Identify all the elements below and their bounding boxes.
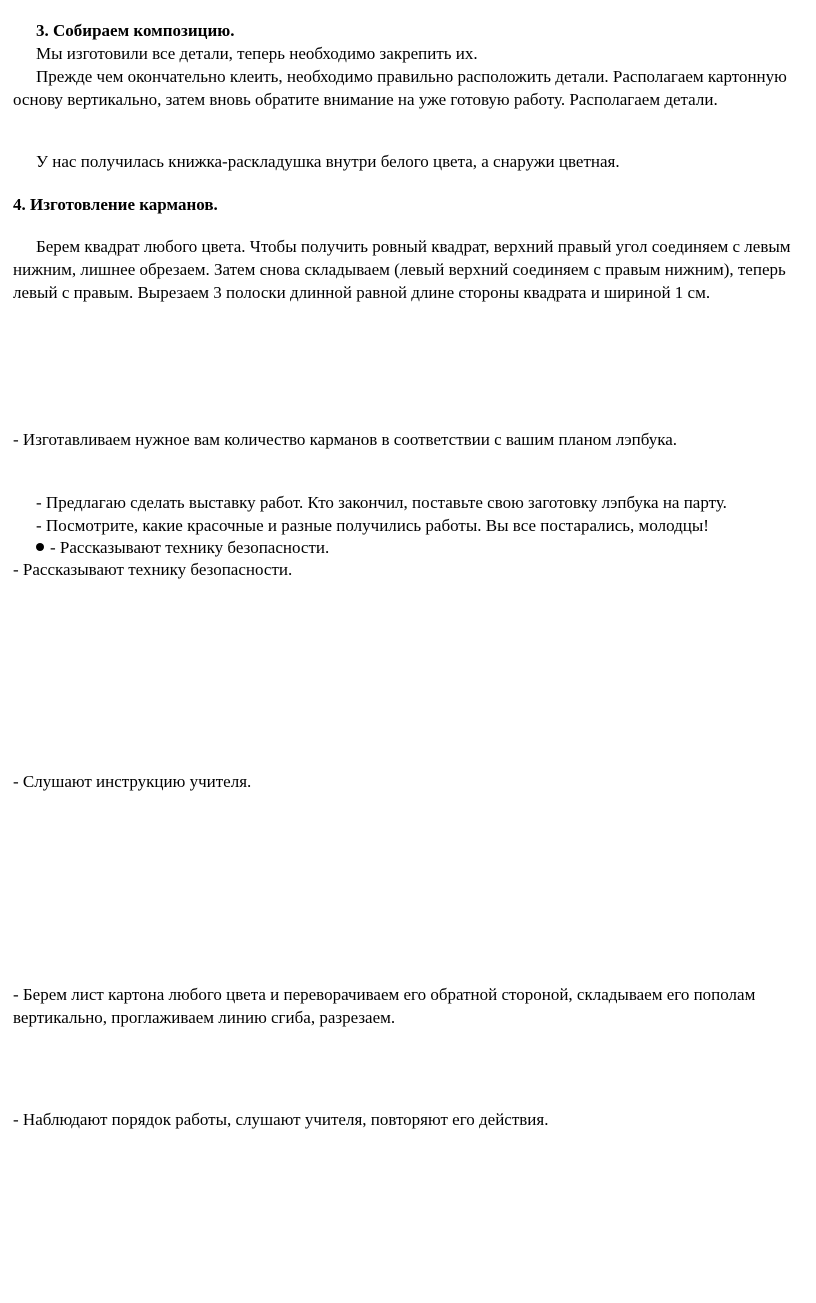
observe-line: - Наблюдают порядок работы, слушают учителя, повторяют его действия. <box>13 1110 549 1129</box>
cardboard-line: - Берем лист картона любого цвета и переворачиваем его обратной стороной, складываем его пополам вертикально, проглаживаем линию сгиба, разрезаем. <box>13 985 756 1027</box>
bullet-safety-text: - Рассказывают технику безопасности. <box>50 538 330 557</box>
bullet-list-item <box>36 536 796 559</box>
section-3-heading: 3. Собираем композицию. <box>36 21 235 40</box>
section-4-heading: 4. Изготовление карманов. <box>13 195 218 214</box>
look-line: - Посмотрите, какие красочные и разные получились работы. Вы все постарались, молодцы! <box>36 516 709 535</box>
bullet-icon <box>36 543 44 551</box>
section-3-paragraph-2: Прежде чем окончательно клеить, необходимо правильно расположить детали. Располагаем картонную основу вертикально, затем вновь обратите внимание на уже готовую работу. Располагаем детали. <box>13 67 787 109</box>
pockets-line: - Изготавливаем нужное вам количество карманов в соответствии с вашим планом лэпбука. <box>13 430 678 449</box>
exhibition-line: - Предлагаю сделать выставку работ. Кто закончил, поставьте свою заготовку лэпбука на парту. <box>36 493 727 512</box>
section-3-paragraph-3: У нас получилась книжка-раскладушка внутри белого цвета, а снаружи цветная. <box>36 152 620 171</box>
section-4-paragraph-1: Берем квадрат любого цвета. Чтобы получить ровный квадрат, верхний правый угол соединяем с левым нижним, лишнее обрезаем. Затем снова складываем (левый верхний соединяем с правым нижним), теперь левый с правым. Вырезаем 3 полоски длинной равной длине стороны квадрата и шириной 1 см. <box>13 237 791 302</box>
listen-line: - Слушают инструкцию учителя. <box>13 772 252 791</box>
section-3-paragraph-1: Мы изготовили все детали, теперь необходимо закрепить их. <box>36 44 478 63</box>
safety-line: - Рассказывают технику безопасности. <box>13 560 293 579</box>
